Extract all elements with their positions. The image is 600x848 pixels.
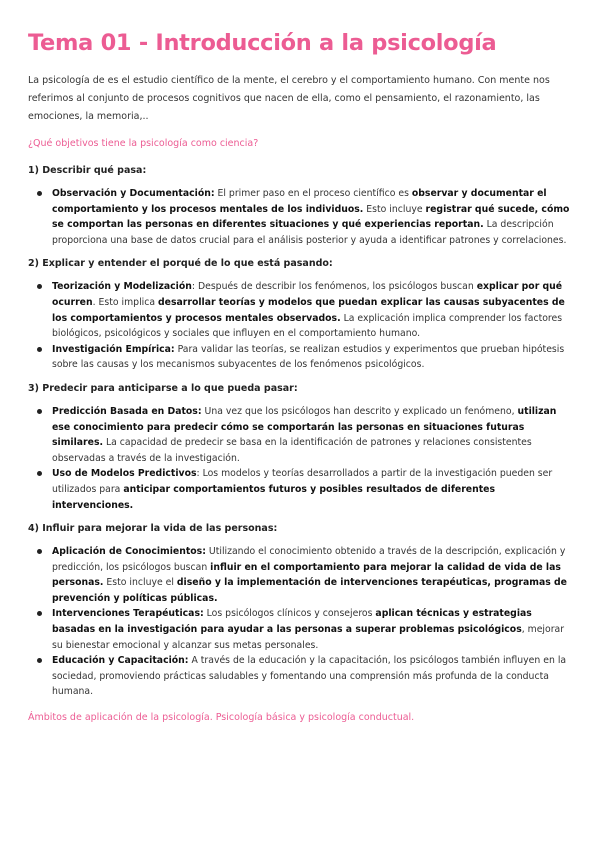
section-title: 3) Predecir para anticiparse a lo que pueda pasar: (28, 382, 298, 394)
next-section-heading: Ámbitos de aplicación de la psicología. Psicología básica y psicología conductual. (28, 712, 415, 724)
bullet-dot-icon (37, 658, 42, 663)
text: El primer paso en el proceso científico es (214, 188, 412, 199)
objectives-question-heading: ¿Qué objetivos tiene la psicología como ciencia? (28, 138, 259, 149)
text: Utilizando el conocimiento obtenido a través de la descripción, explicación y predicción, los psicólogos buscan (52, 546, 566, 573)
section-title: 2) Explicar y entender el porqué de lo que está pasando: (28, 258, 333, 270)
text: Para validar las teorías, se realizan estudios y experimentos que prueban hipótesis sobre las causas y los mecanismos subyacentes de los fenómenos psicológicos. (52, 343, 565, 371)
bold-text: Investigación Empírica: (52, 343, 175, 355)
text: Esto incluye el (103, 577, 177, 589)
bold-text: Predicción Basada en Datos: (52, 405, 202, 417)
list-item (28, 404, 572, 466)
list-item (28, 653, 572, 700)
bold-text: aplican técnicas y estrategias basadas en la investigación para ayudar a las personas a superar problemas psicológicos (52, 608, 532, 636)
text: Esto incluye (363, 203, 426, 215)
list-item (28, 466, 572, 513)
section-title: 4) Influir para mejorar la vida de las personas: (28, 523, 278, 535)
list-item (28, 544, 572, 606)
bullet-list (28, 279, 572, 373)
text: . Esto implica (92, 296, 159, 308)
intro-paragraph: La psicología de es el estudio científico de la mente, el cerebro y el comportamiento humano. Con mente nos referimos al conjunto de procesos cognitivos que nacen de ella, como el pensamiento, el razonamiento, las emociones, la memoria,.. (28, 75, 550, 122)
bold-text: anticipar comportamientos futuros y posibles resultados de diferentes intervenciones. (52, 483, 496, 511)
bold-text: Educación y Capacitación: (52, 655, 189, 667)
bold-text: observar y documentar el comportamiento y los procesos mentales de los individuos. (52, 188, 547, 215)
text: : Después de describir los fenómenos, los psicólogos buscan (191, 281, 477, 293)
sections-container (28, 163, 572, 700)
bullet-list (28, 544, 572, 700)
list-item (28, 186, 572, 248)
bold-text: explicar por qué ocurren (52, 281, 563, 308)
bullet-dot-icon (37, 549, 42, 554)
bullet-dot-icon (37, 409, 42, 414)
text: Una vez que los psicólogos han descrito y explicado un fenómeno, (201, 405, 518, 417)
bold-text: utilizan ese conocimiento para predecir cómo se comportarán las personas en situaciones futuras similares. (52, 405, 557, 449)
text: La descripción proporciona una base de datos crucial para el análisis posterior y ayuda a identificar patrones y correlaciones. (52, 219, 567, 246)
bullet-dot-icon (37, 471, 42, 476)
list-item (28, 279, 572, 341)
list-item (28, 342, 572, 373)
bold-text: Uso de Modelos Predictivos (52, 468, 197, 480)
bold-text: Aplicación de Conocimientos: (52, 546, 206, 558)
bullet-dot-icon (37, 611, 42, 616)
page-title: Tema 01 - Introducción a la psicología (28, 30, 497, 56)
text: La capacidad de predecir se basa en la identificación de patrones y relaciones consistentes observadas a través de la investigación. (52, 437, 532, 464)
list-item (28, 606, 572, 653)
bold-text: influir en el comportamiento para mejorar la calidad de vida de las personas. (52, 561, 561, 589)
bold-text: Observación y Documentación: (52, 188, 215, 199)
bold-text: diseño y la implementación de intervenciones terapéuticas, programas de prevención y políticas públicas. (52, 577, 567, 604)
text: La explicación implica comprender los factores biológicos, psicológicos y sociales que influyen en el comportamiento humano. (52, 312, 563, 340)
bullet-list (28, 404, 572, 513)
bold-text: registrar qué sucede, cómo se comportan las personas en diferentes situaciones y qué experiencias reportan. (52, 203, 570, 231)
text: Los psicólogos clínicos y consejeros (203, 608, 376, 620)
bullet-list (28, 186, 572, 248)
text: : Los modelos y teorías desarrollados a partir de la investigación pueden ser utilizados para (52, 468, 553, 495)
bold-text: desarrollar teorías y modelos que puedan explicar las causas subyacentes de los comportamientos y procesos mentales observados. (52, 296, 565, 324)
bullet-dot-icon (37, 284, 42, 289)
text: , mejorar su bienestar emocional y alcanzar sus metas personales. (52, 624, 565, 651)
text: A través de la educación y la capacitación, los psicólogos también influyen en la sociedad, promoviendo prácticas saludables y fomentando una comprensión más profunda de la conducta humana. (52, 655, 567, 698)
bullet-dot-icon (37, 191, 42, 196)
bold-text: Intervenciones Terapéuticas: (52, 608, 204, 620)
bold-text: Teorización y Modelización (52, 281, 192, 293)
section-title: 1) Describir qué pasa: (28, 165, 147, 176)
bullet-dot-icon (37, 347, 42, 352)
